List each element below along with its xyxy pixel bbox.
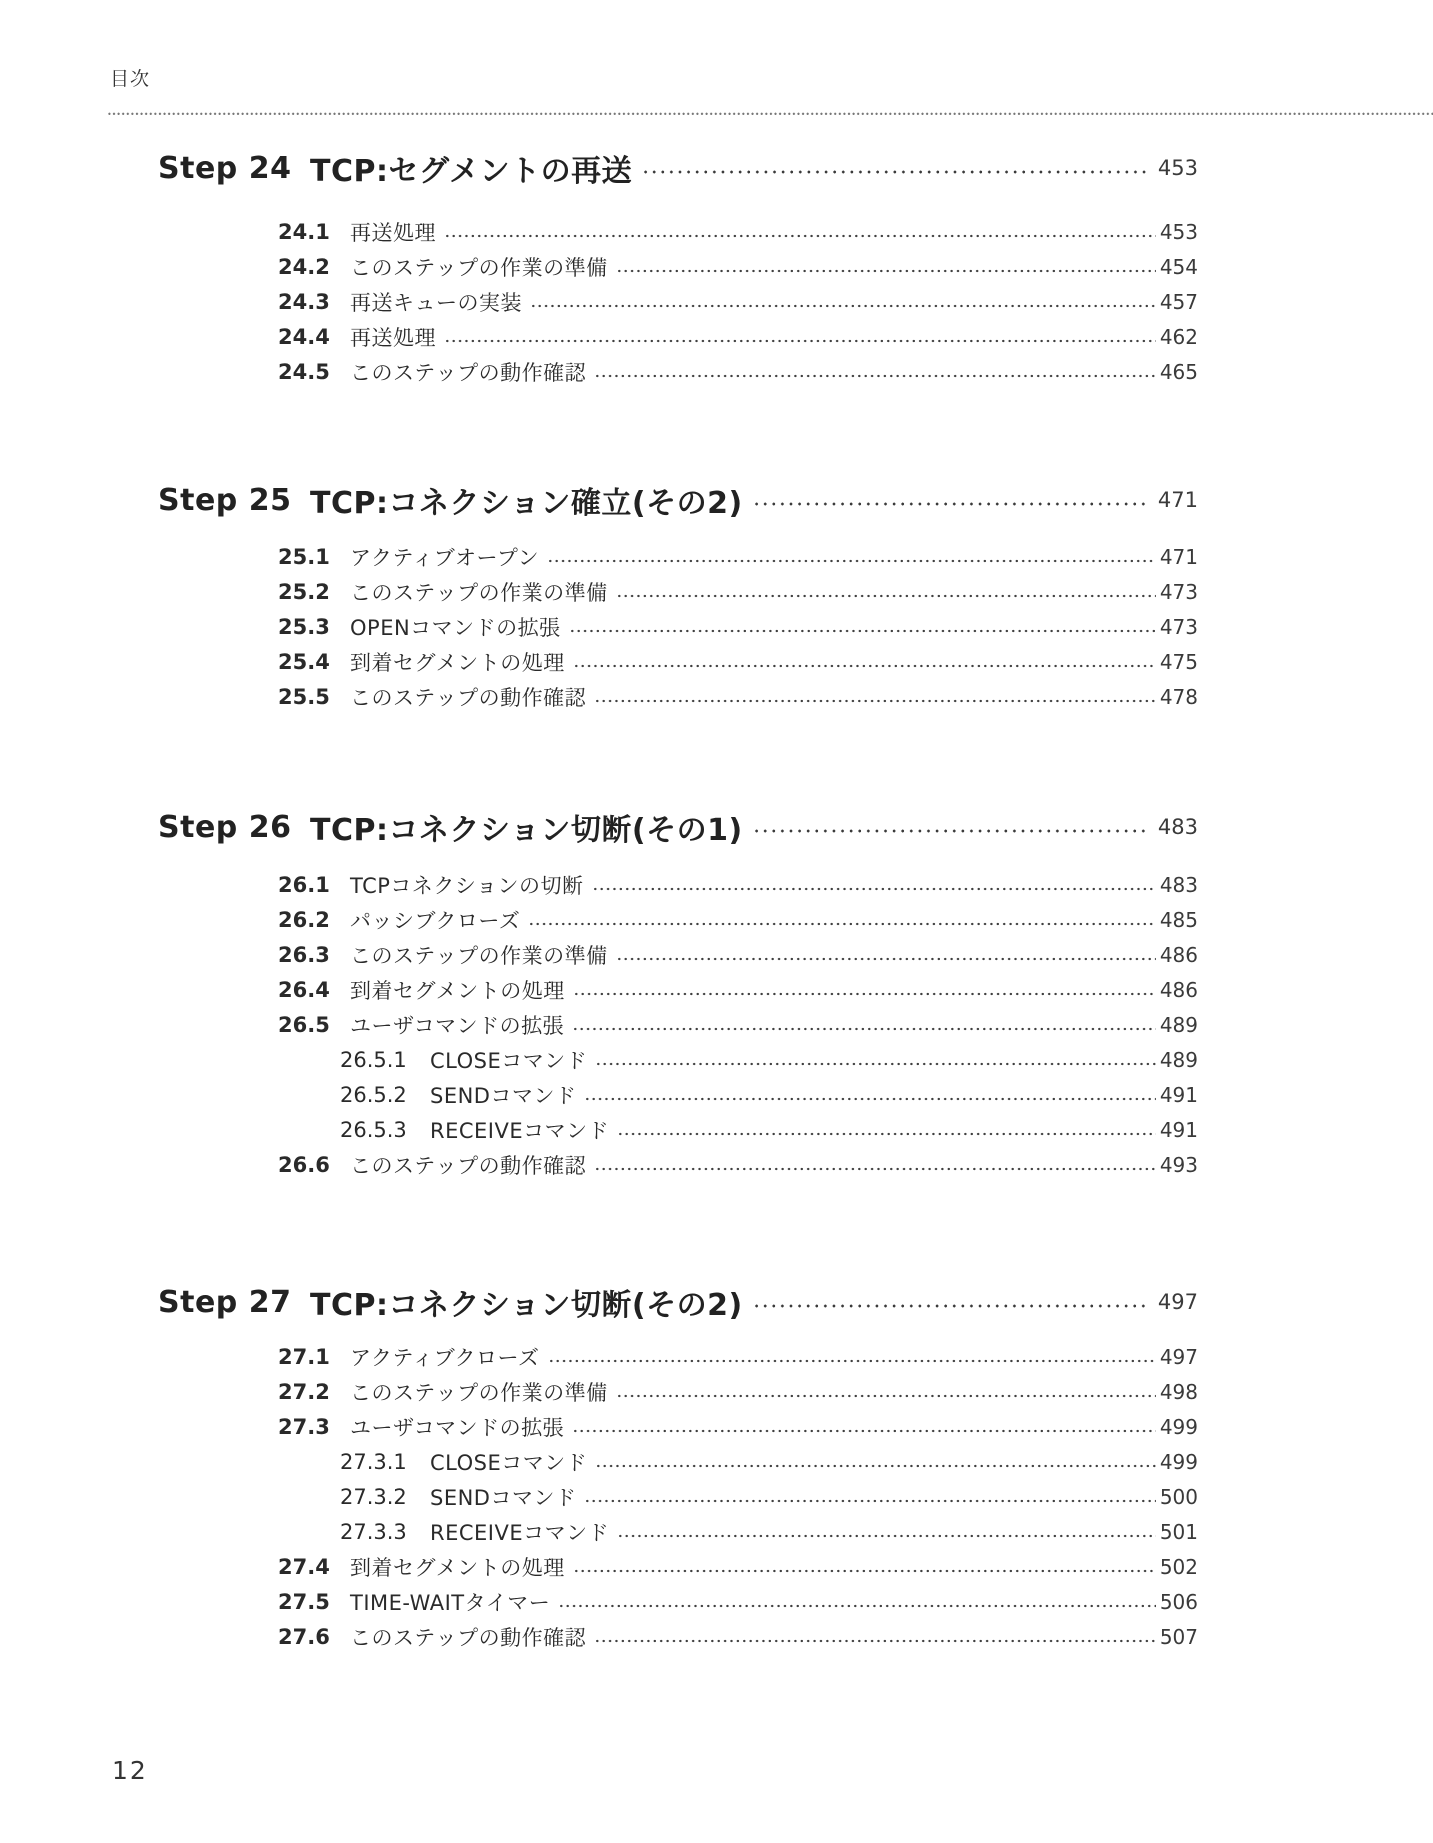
dotted-leader <box>618 594 1156 598</box>
item-number: 24.4 <box>278 324 330 349</box>
item-title: CLOSEコマンド <box>430 1048 588 1073</box>
item-title: CLOSEコマンド <box>430 1450 588 1475</box>
toc-item <box>0 539 1198 574</box>
dotted-leader <box>619 1534 1156 1538</box>
toc-item <box>0 1042 1198 1077</box>
section-page-number: 471 <box>1157 488 1198 512</box>
item-page-number: 486 <box>1159 977 1198 1002</box>
toc-item <box>0 1409 1198 1444</box>
item-page-number: 506 <box>1159 1589 1198 1614</box>
item-title: アクティブオープン <box>350 545 540 570</box>
dotted-leader <box>532 304 1156 308</box>
section-title: TCP:コネクション切断(その2) <box>310 1288 743 1323</box>
toc-item <box>0 354 1198 389</box>
toc-item <box>0 1007 1198 1042</box>
item-page-number: 500 <box>1159 1484 1198 1509</box>
dotted-leader <box>549 559 1156 563</box>
item-page-number: 499 <box>1159 1414 1198 1439</box>
dotted-leader <box>575 664 1156 668</box>
dotted-leader <box>618 1394 1156 1398</box>
section-step-label: Step 27 <box>158 1284 292 1320</box>
dotted-leader <box>597 1062 1156 1066</box>
item-number: 27.2 <box>278 1379 330 1404</box>
item-number: 24.3 <box>278 289 330 314</box>
section-page-number: 453 <box>1157 156 1198 180</box>
item-page-number: 483 <box>1159 872 1198 897</box>
dotted-leader <box>560 1604 1156 1608</box>
toc-item <box>0 1514 1198 1549</box>
item-title: 再送キューの実装 <box>350 290 522 315</box>
item-title: TIME-WAITタイマー <box>350 1590 551 1615</box>
toc-item <box>0 214 1198 249</box>
toc-section <box>0 478 1198 714</box>
item-page-number: 491 <box>1159 1082 1198 1107</box>
item-number: 27.3.1 <box>340 1449 407 1474</box>
item-page-number: 478 <box>1159 684 1198 709</box>
item-page-number: 485 <box>1159 907 1198 932</box>
item-number: 27.3.2 <box>340 1484 407 1509</box>
item-number: 24.1 <box>278 219 330 244</box>
dotted-leader <box>586 1097 1155 1101</box>
section-title: TCP:コネクション確立(その2) <box>310 486 743 521</box>
section-step-label: Step 26 <box>158 809 292 845</box>
item-page-number: 493 <box>1159 1152 1198 1177</box>
toc-item <box>0 609 1198 644</box>
section-page-number: 497 <box>1157 1290 1198 1314</box>
item-title: TCPコネクションの切断 <box>350 873 584 898</box>
toc-item <box>0 1147 1198 1182</box>
item-page-number: 473 <box>1159 579 1198 604</box>
item-title: SENDコマンド <box>430 1485 577 1510</box>
item-page-number: 473 <box>1159 614 1198 639</box>
item-title: RECEIVEコマンド <box>430 1520 610 1545</box>
section-title: TCP:セグメントの再送 <box>310 154 633 189</box>
dotted-leader <box>644 170 1148 174</box>
toc-item <box>0 1112 1198 1147</box>
item-title: 再送処理 <box>350 220 436 245</box>
dotted-leader <box>596 1639 1156 1643</box>
item-page-number: 457 <box>1159 289 1198 314</box>
item-title: パッシブクローズ <box>350 908 521 933</box>
item-number: 26.4 <box>278 977 330 1002</box>
toc-section <box>0 1280 1198 1654</box>
item-title: 到着セグメントの処理 <box>350 1555 565 1580</box>
dotted-leader <box>446 339 1156 343</box>
item-number: 24.5 <box>278 359 330 384</box>
item-number: 26.5.3 <box>340 1117 407 1142</box>
dotted-leader <box>571 629 1156 633</box>
section-step-label: Step 24 <box>158 150 292 186</box>
item-number: 24.2 <box>278 254 330 279</box>
item-number: 26.5.1 <box>340 1047 407 1072</box>
item-number: 27.3 <box>278 1414 330 1439</box>
item-title: このステップの動作確認 <box>350 685 587 710</box>
item-number: 25.1 <box>278 544 330 569</box>
dotted-leader <box>586 1499 1155 1503</box>
toc-section <box>0 146 1198 389</box>
item-page-number: 486 <box>1159 942 1198 967</box>
page-header-label: 目次 <box>110 68 151 90</box>
item-page-number: 501 <box>1159 1519 1198 1544</box>
toc-item <box>0 937 1198 972</box>
item-number: 26.6 <box>278 1152 330 1177</box>
item-title: このステップの作業の準備 <box>350 255 608 280</box>
section-items <box>0 214 1198 389</box>
item-title: このステップの動作確認 <box>350 1625 587 1650</box>
section-page-number: 483 <box>1157 815 1198 839</box>
toc-item <box>0 1077 1198 1112</box>
section-items <box>0 1339 1198 1654</box>
dotted-leader <box>618 269 1156 273</box>
item-number: 27.3.3 <box>340 1519 407 1544</box>
item-number: 27.1 <box>278 1344 330 1369</box>
dotted-leader <box>550 1359 1156 1363</box>
item-title: このステップの作業の準備 <box>350 1380 608 1405</box>
dotted-leader <box>596 699 1156 703</box>
toc-item <box>0 867 1198 902</box>
dotted-leader <box>596 1167 1156 1171</box>
toc-item <box>0 284 1198 319</box>
item-page-number: 453 <box>1159 219 1198 244</box>
section-heading <box>0 805 1198 849</box>
section-heading <box>0 146 1198 190</box>
item-title: 到着セグメントの処理 <box>350 978 565 1003</box>
section-items <box>0 867 1198 1182</box>
item-page-number: 499 <box>1159 1449 1198 1474</box>
dotted-leader <box>755 1304 1148 1308</box>
toc-item <box>0 902 1198 937</box>
item-title: SENDコマンド <box>430 1083 577 1108</box>
toc-item <box>0 679 1198 714</box>
footer-page-number: 12 <box>112 1756 148 1785</box>
toc-item <box>0 1549 1198 1584</box>
dotted-leader <box>755 502 1148 506</box>
toc-item <box>0 1444 1198 1479</box>
dotted-leader <box>575 992 1156 996</box>
toc-item <box>0 319 1198 354</box>
header-dotted-rule <box>108 112 1433 116</box>
toc-item <box>0 644 1198 679</box>
dotted-leader <box>574 1429 1156 1433</box>
toc-item <box>0 1619 1198 1654</box>
item-page-number: 489 <box>1159 1047 1198 1072</box>
item-page-number: 489 <box>1159 1012 1198 1037</box>
item-number: 26.5.2 <box>340 1082 407 1107</box>
item-page-number: 502 <box>1159 1554 1198 1579</box>
dotted-leader <box>575 1569 1156 1573</box>
dotted-leader <box>446 234 1156 238</box>
item-page-number: 465 <box>1159 359 1198 384</box>
dotted-leader <box>618 957 1156 961</box>
item-number: 25.5 <box>278 684 330 709</box>
item-title: ユーザコマンドの拡張 <box>350 1415 565 1440</box>
toc-item <box>0 972 1198 1007</box>
toc-section <box>0 805 1198 1182</box>
dotted-leader <box>619 1132 1156 1136</box>
item-title: このステップの動作確認 <box>350 1153 587 1178</box>
item-title: 到着セグメントの処理 <box>350 650 565 675</box>
section-heading <box>0 478 1198 522</box>
section-step-label: Step 25 <box>158 482 292 518</box>
item-title: 再送処理 <box>350 325 436 350</box>
dotted-leader <box>597 1464 1156 1468</box>
dotted-leader <box>596 374 1156 378</box>
section-heading <box>0 1280 1198 1324</box>
toc-item <box>0 1339 1198 1374</box>
toc-item <box>0 1374 1198 1409</box>
item-number: 26.1 <box>278 872 330 897</box>
item-number: 27.5 <box>278 1589 330 1614</box>
item-number: 27.6 <box>278 1624 330 1649</box>
item-page-number: 497 <box>1159 1344 1198 1369</box>
item-title: RECEIVEコマンド <box>430 1118 610 1143</box>
item-page-number: 475 <box>1159 649 1198 674</box>
item-title: OPENコマンドの拡張 <box>350 615 561 640</box>
item-title: アクティブクローズ <box>350 1345 540 1370</box>
item-page-number: 462 <box>1159 324 1198 349</box>
item-title: ユーザコマンドの拡張 <box>350 1013 565 1038</box>
item-page-number: 454 <box>1159 254 1198 279</box>
item-page-number: 471 <box>1159 544 1198 569</box>
toc-item <box>0 1584 1198 1619</box>
item-number: 25.2 <box>278 579 330 604</box>
dotted-leader <box>530 922 1155 926</box>
dotted-leader <box>574 1027 1156 1031</box>
item-page-number: 507 <box>1159 1624 1198 1649</box>
item-number: 25.4 <box>278 649 330 674</box>
item-number: 25.3 <box>278 614 330 639</box>
item-page-number: 491 <box>1159 1117 1198 1142</box>
item-title: このステップの動作確認 <box>350 360 587 385</box>
item-title: このステップの作業の準備 <box>350 943 608 968</box>
item-number: 27.4 <box>278 1554 330 1579</box>
toc-item <box>0 1479 1198 1514</box>
item-number: 26.2 <box>278 907 330 932</box>
item-number: 26.3 <box>278 942 330 967</box>
toc-item <box>0 249 1198 284</box>
item-number: 26.5 <box>278 1012 330 1037</box>
section-title: TCP:コネクション切断(その1) <box>310 813 743 848</box>
item-page-number: 498 <box>1159 1379 1198 1404</box>
dotted-leader <box>594 887 1156 891</box>
toc-item <box>0 574 1198 609</box>
item-title: このステップの作業の準備 <box>350 580 608 605</box>
dotted-leader <box>755 829 1148 833</box>
section-items <box>0 539 1198 714</box>
